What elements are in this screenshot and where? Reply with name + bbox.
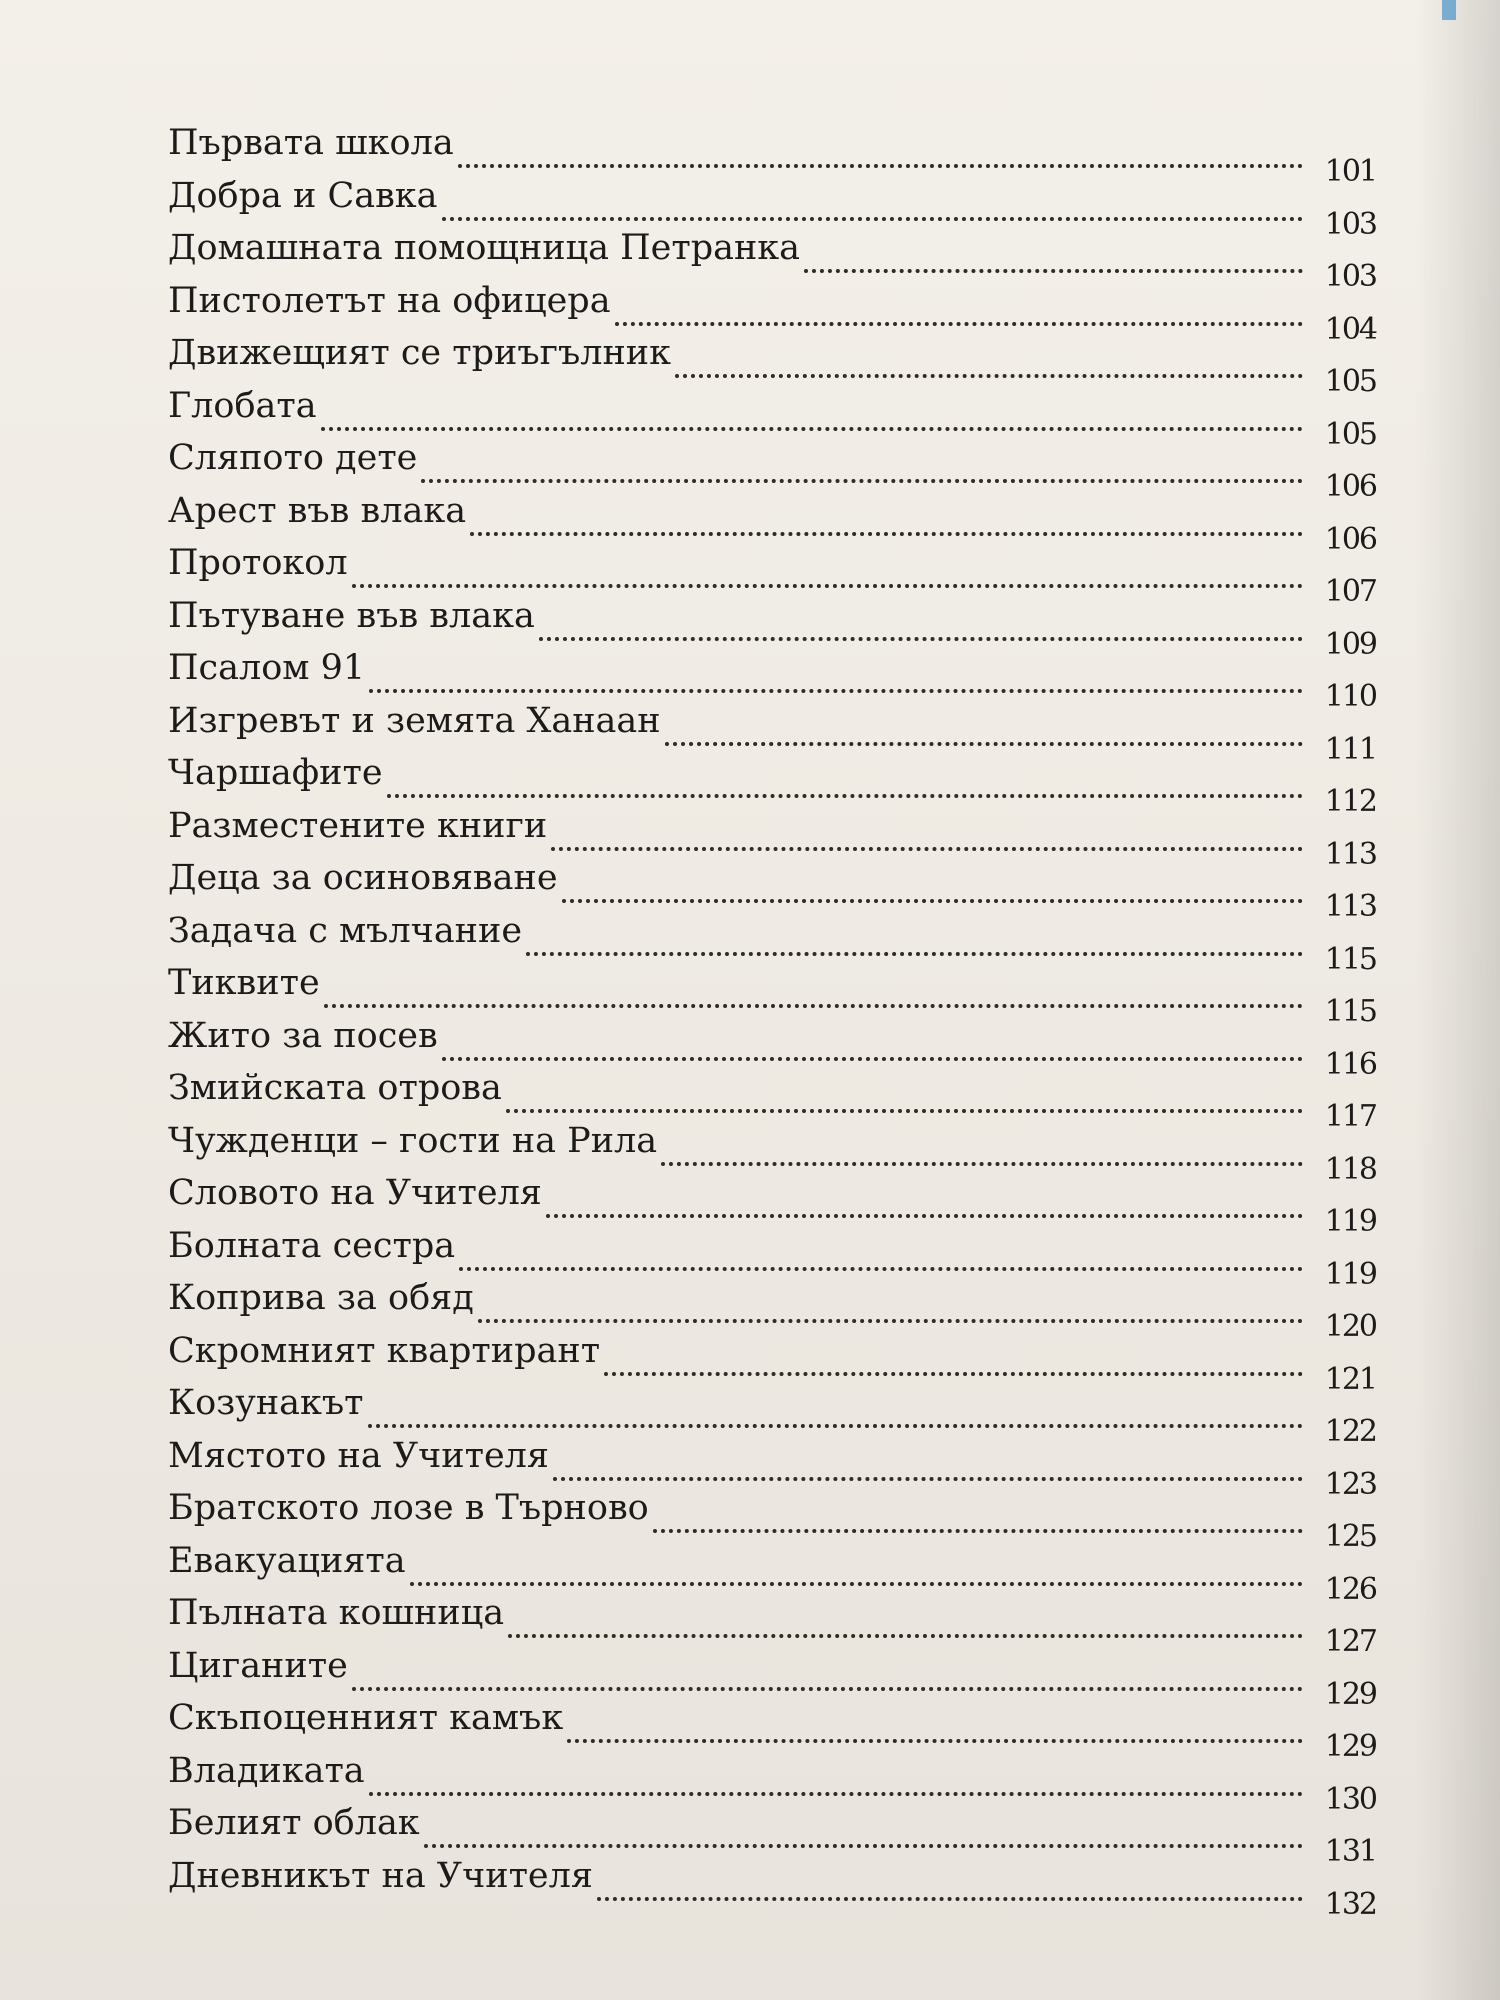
entry-page-number: 106 bbox=[1324, 521, 1376, 557]
toc-entry bbox=[168, 1748, 1388, 1817]
dot-leader bbox=[387, 790, 1303, 798]
toc-entry bbox=[168, 540, 1388, 609]
dot-leader bbox=[442, 1053, 1303, 1061]
entry-title: Разместените книги bbox=[168, 805, 548, 846]
entry-page-number: 126 bbox=[1324, 1571, 1376, 1607]
toc-entry bbox=[168, 960, 1388, 1029]
entry-title: Владиката bbox=[168, 1750, 365, 1791]
dot-leader bbox=[508, 1630, 1303, 1638]
entry-title: Жито за посев bbox=[168, 1015, 438, 1056]
entry-title: Протокол bbox=[168, 543, 348, 583]
dot-leader bbox=[539, 633, 1303, 641]
entry-title: Болната сестра bbox=[168, 1225, 456, 1266]
bookmark-ribbon bbox=[1442, 0, 1456, 20]
toc-entry bbox=[168, 120, 1388, 189]
dot-leader bbox=[410, 1578, 1303, 1586]
dot-leader bbox=[675, 370, 1303, 378]
dot-leader bbox=[470, 528, 1303, 536]
dot-leader bbox=[369, 685, 1303, 693]
entry-page-number: 125 bbox=[1324, 1519, 1376, 1554]
entry-page-number: 127 bbox=[1324, 1624, 1376, 1659]
entry-title: Циганите bbox=[168, 1645, 348, 1686]
entry-page-number: 116 bbox=[1324, 1046, 1376, 1082]
toc-entry bbox=[168, 1695, 1388, 1764]
entry-page-number: 103 bbox=[1324, 259, 1376, 294]
entry-title: Чаршафите bbox=[168, 753, 383, 793]
toc-entry bbox=[168, 1590, 1388, 1659]
entry-page-number: 106 bbox=[1324, 469, 1376, 504]
toc-entry bbox=[168, 225, 1388, 294]
entry-title: Коприва за обяд bbox=[168, 1278, 474, 1318]
toc-entry bbox=[168, 908, 1388, 977]
entry-title: Змийската отрова bbox=[168, 1068, 502, 1108]
entry-page-number: 113 bbox=[1324, 889, 1376, 924]
toc-entry bbox=[168, 593, 1388, 662]
toc-entry bbox=[168, 750, 1388, 819]
entry-title: Арест във влака bbox=[168, 490, 467, 531]
entry-title: Скъпоценният камък bbox=[168, 1698, 564, 1738]
toc-entry bbox=[168, 278, 1388, 347]
toc-entry bbox=[168, 1170, 1388, 1239]
entry-page-number: 120 bbox=[1324, 1309, 1376, 1344]
dot-leader bbox=[442, 213, 1303, 221]
entry-page-number: 119 bbox=[1324, 1256, 1376, 1292]
entry-title: Мястото на Учителя bbox=[168, 1435, 549, 1476]
entry-title: Пълната кошница bbox=[168, 1593, 505, 1633]
dot-leader bbox=[459, 1263, 1303, 1271]
toc-entry bbox=[168, 173, 1388, 242]
entry-title: Домашната помощница Петранка bbox=[168, 228, 801, 268]
entry-title: Белият облак bbox=[168, 1803, 420, 1843]
dot-leader bbox=[458, 160, 1303, 168]
toc-entry bbox=[168, 1853, 1388, 1922]
toc-entry bbox=[168, 803, 1388, 872]
toc-entry bbox=[168, 435, 1388, 504]
toc-entry bbox=[168, 330, 1388, 399]
toc-entry bbox=[168, 1380, 1388, 1449]
entry-page-number: 109 bbox=[1324, 626, 1376, 662]
toc-entry bbox=[168, 1223, 1388, 1292]
dot-leader bbox=[352, 1683, 1303, 1691]
entry-page-number: 115 bbox=[1324, 941, 1376, 977]
entry-page-number: 132 bbox=[1324, 1886, 1376, 1922]
dot-leader bbox=[661, 1158, 1303, 1166]
entry-title: Задача с мълчание bbox=[168, 910, 523, 951]
entry-title: Братското лозе в Търново bbox=[168, 1488, 649, 1528]
toc-entry bbox=[168, 1065, 1388, 1134]
dot-leader bbox=[526, 948, 1303, 956]
dot-leader bbox=[597, 1893, 1303, 1901]
entry-title: Глобата bbox=[168, 385, 317, 426]
entry-page-number: 113 bbox=[1324, 836, 1376, 872]
entry-title: Дневникът на Учителя bbox=[168, 1855, 593, 1896]
entry-page-number: 111 bbox=[1324, 731, 1376, 767]
dot-leader bbox=[615, 318, 1303, 326]
entry-page-number: 129 bbox=[1324, 1729, 1376, 1764]
dot-leader bbox=[804, 265, 1303, 273]
dot-leader bbox=[352, 580, 1303, 588]
toc-entry bbox=[168, 1800, 1388, 1869]
entry-page-number: 122 bbox=[1324, 1414, 1376, 1449]
entry-page-number: 107 bbox=[1324, 574, 1376, 609]
entry-title: Псалом 91 bbox=[168, 648, 366, 688]
dot-leader bbox=[567, 1735, 1303, 1743]
entry-page-number: 105 bbox=[1324, 416, 1376, 452]
toc-entry bbox=[168, 1328, 1388, 1397]
toc-entry bbox=[168, 1643, 1388, 1712]
toc-entry bbox=[168, 1118, 1388, 1187]
entry-title: Първата школа bbox=[168, 123, 454, 163]
dot-leader bbox=[653, 1525, 1303, 1533]
dot-leader bbox=[369, 1788, 1303, 1796]
dot-leader bbox=[562, 895, 1303, 903]
toc-entry bbox=[168, 645, 1388, 714]
toc-entry bbox=[168, 855, 1388, 924]
entry-title: Словото на Учителя bbox=[168, 1173, 542, 1213]
dot-leader bbox=[665, 738, 1303, 746]
entry-title: Пистолетът на офицера bbox=[168, 280, 611, 321]
entry-page-number: 130 bbox=[1324, 1781, 1376, 1817]
entry-title: Изгревът и земята Ханаан bbox=[168, 700, 661, 741]
entry-title: Евакуацията bbox=[168, 1540, 406, 1581]
entry-title: Деца за осиновяване bbox=[168, 858, 558, 898]
dot-leader bbox=[506, 1105, 1303, 1113]
dot-leader bbox=[478, 1315, 1303, 1323]
entry-page-number: 121 bbox=[1324, 1361, 1376, 1397]
toc-entry bbox=[168, 698, 1388, 767]
entry-page-number: 118 bbox=[1324, 1151, 1376, 1187]
toc-entry bbox=[168, 1433, 1388, 1502]
entry-page-number: 105 bbox=[1324, 364, 1376, 399]
dot-leader bbox=[424, 1840, 1303, 1848]
entry-page-number: 123 bbox=[1324, 1466, 1376, 1502]
entry-page-number: 101 bbox=[1324, 154, 1376, 189]
entry-page-number: 103 bbox=[1324, 206, 1376, 242]
toc-entry bbox=[168, 1013, 1388, 1082]
entry-title: Добра и Савка bbox=[168, 175, 438, 216]
entry-title: Движещият се триъгълник bbox=[168, 333, 672, 373]
dot-leader bbox=[604, 1368, 1303, 1376]
toc-entry bbox=[168, 1485, 1388, 1554]
entry-page-number: 119 bbox=[1324, 1204, 1376, 1239]
dot-leader bbox=[553, 1473, 1303, 1481]
entry-title: Сляпото дете bbox=[168, 438, 418, 478]
entry-title: Скромният квартирант bbox=[168, 1330, 601, 1371]
entry-page-number: 110 bbox=[1324, 679, 1376, 714]
dot-leader bbox=[546, 1210, 1303, 1218]
dot-leader bbox=[368, 1420, 1303, 1428]
entry-page-number: 129 bbox=[1324, 1676, 1376, 1712]
entry-page-number: 131 bbox=[1324, 1834, 1376, 1869]
dot-leader bbox=[324, 1000, 1303, 1008]
dot-leader bbox=[421, 475, 1303, 483]
dot-leader bbox=[551, 843, 1303, 851]
entry-title: Тиквите bbox=[168, 963, 320, 1003]
entry-page-number: 115 bbox=[1324, 994, 1376, 1029]
entry-page-number: 117 bbox=[1324, 1099, 1376, 1134]
toc-entry bbox=[168, 383, 1388, 452]
dot-leader bbox=[321, 423, 1303, 431]
toc-entry bbox=[168, 488, 1388, 557]
entry-page-number: 112 bbox=[1324, 784, 1376, 819]
table-of-contents bbox=[168, 120, 1388, 1922]
toc-entry bbox=[168, 1275, 1388, 1344]
entry-title: Козунакът bbox=[168, 1383, 364, 1423]
entry-title: Чужденци – гости на Рила bbox=[168, 1120, 658, 1161]
entry-title: Пътуване във влака bbox=[168, 595, 535, 636]
entry-page-number: 104 bbox=[1324, 311, 1376, 347]
toc-entry bbox=[168, 1538, 1388, 1607]
